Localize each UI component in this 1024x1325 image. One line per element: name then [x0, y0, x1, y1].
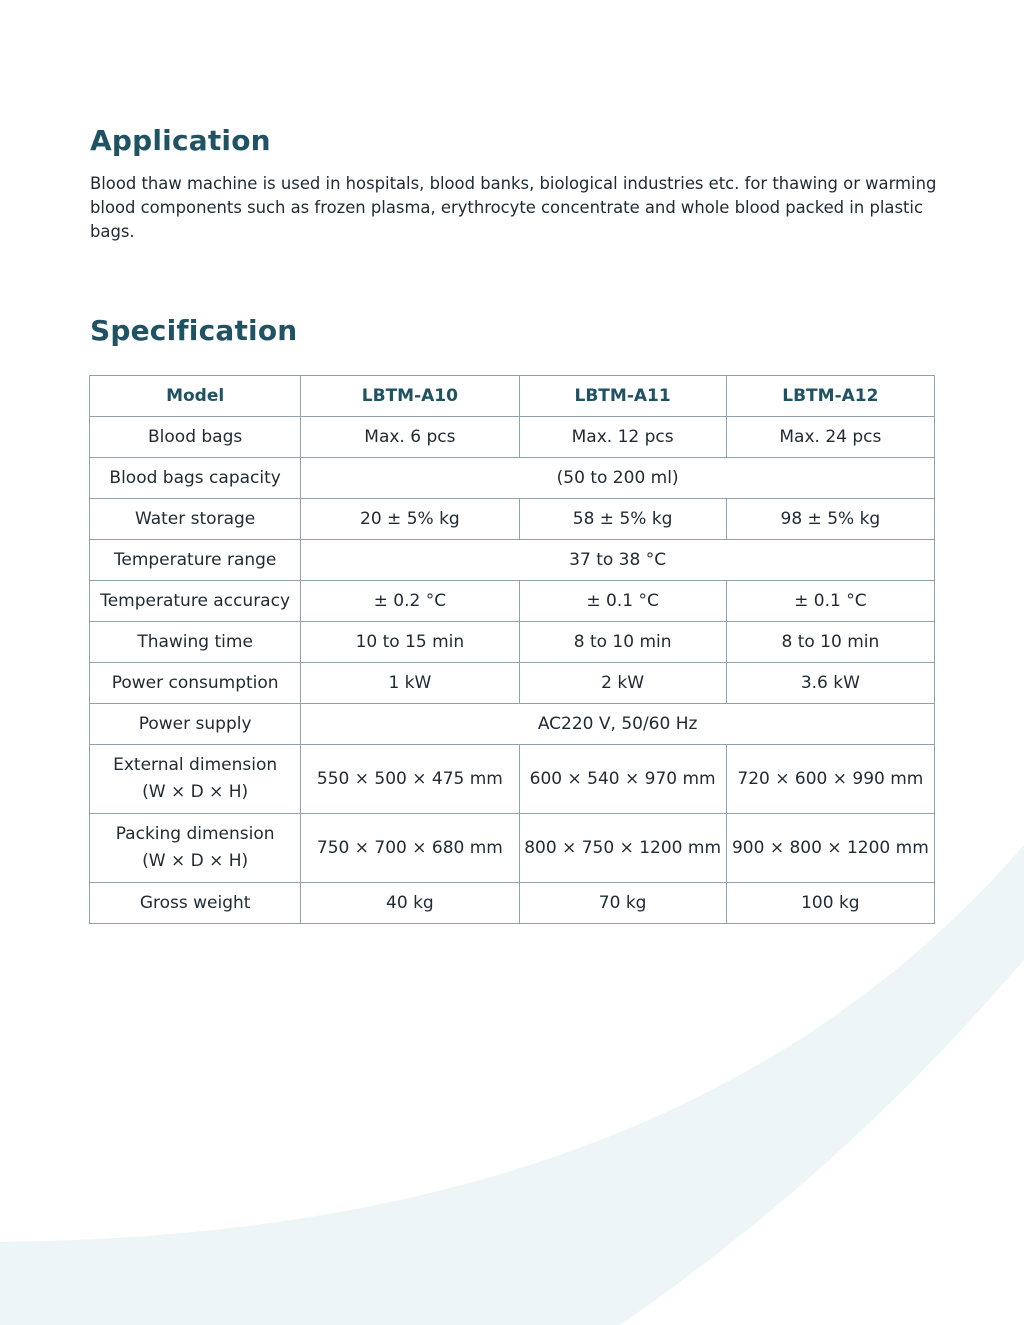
- application-text: Blood thaw machine is used in hospitals, blood banks, biological industries etc. for thawing or warming blood components such as frozen plasma, erythrocyte concentrate and whole blood packed in plastic bags.: [90, 174, 937, 241]
- table-cell: 3.6 kW: [726, 663, 934, 704]
- table-row: [90, 499, 935, 540]
- specification-table: [89, 375, 935, 924]
- table-cell: 58 ± 5% kg: [519, 499, 726, 540]
- model-name-cell: LBTM-A12: [726, 376, 934, 417]
- table-cell: Max. 24 pcs: [726, 417, 934, 458]
- table-row: [90, 745, 935, 814]
- table-cell: 750 × 700 × 680 mm: [301, 814, 519, 883]
- table-cell: 550 × 500 × 475 mm: [301, 745, 519, 814]
- row-label: Power supply: [90, 704, 301, 745]
- table-cell: Max. 6 pcs: [301, 417, 519, 458]
- table-cell: 2 kW: [519, 663, 726, 704]
- table-cell: 800 × 750 × 1200 mm: [519, 814, 726, 883]
- model-header-cell: Model: [90, 376, 301, 417]
- row-label-line: (W × D × H): [142, 851, 249, 871]
- table-cell: 100 kg: [726, 883, 934, 924]
- row-label-line: External dimension: [113, 755, 278, 775]
- table-cell-merged: (50 to 200 ml): [301, 458, 935, 499]
- table-cell: 20 ± 5% kg: [301, 499, 519, 540]
- table-row: [90, 663, 935, 704]
- table-row: [90, 704, 935, 745]
- table-cell: 8 to 10 min: [726, 622, 934, 663]
- table-row: [90, 458, 935, 499]
- row-label: [90, 745, 301, 814]
- table-row: [90, 883, 935, 924]
- table-cell: 98 ± 5% kg: [726, 499, 934, 540]
- table-row: [90, 540, 935, 581]
- row-label: Water storage: [90, 499, 301, 540]
- row-label-line: (W × D × H): [142, 782, 249, 802]
- table-cell: ± 0.2 °C: [301, 581, 519, 622]
- table-cell: 40 kg: [301, 883, 519, 924]
- row-label: [90, 814, 301, 883]
- table-cell-merged: AC220 V, 50/60 Hz: [301, 704, 935, 745]
- table-cell: ± 0.1 °C: [519, 581, 726, 622]
- table-header-row: [90, 376, 935, 417]
- row-label: Temperature accuracy: [90, 581, 301, 622]
- table-cell: 900 × 800 × 1200 mm: [726, 814, 934, 883]
- table-cell: 600 × 540 × 970 mm: [519, 745, 726, 814]
- table-cell: 70 kg: [519, 883, 726, 924]
- row-label: Temperature range: [90, 540, 301, 581]
- row-label: Gross weight: [90, 883, 301, 924]
- table-cell: 720 × 600 × 990 mm: [726, 745, 934, 814]
- row-label-line: Packing dimension: [115, 824, 275, 844]
- row-label: Power consumption: [90, 663, 301, 704]
- table-cell: 10 to 15 min: [301, 622, 519, 663]
- table-row: [90, 622, 935, 663]
- table-cell: Max. 12 pcs: [519, 417, 726, 458]
- row-label: Blood bags capacity: [90, 458, 301, 499]
- table-row: [90, 417, 935, 458]
- table-cell: ± 0.1 °C: [726, 581, 934, 622]
- row-label: Blood bags: [90, 417, 301, 458]
- table-row: [90, 581, 935, 622]
- table-cell: 1 kW: [301, 663, 519, 704]
- model-name-cell: LBTM-A10: [301, 376, 519, 417]
- table-row: [90, 814, 935, 883]
- table-cell: 8 to 10 min: [519, 622, 726, 663]
- model-name-cell: LBTM-A11: [519, 376, 726, 417]
- specification-heading: Specification: [90, 314, 298, 347]
- application-heading: Application: [90, 124, 271, 157]
- table-cell-merged: 37 to 38 °C: [301, 540, 935, 581]
- row-label: Thawing time: [90, 622, 301, 663]
